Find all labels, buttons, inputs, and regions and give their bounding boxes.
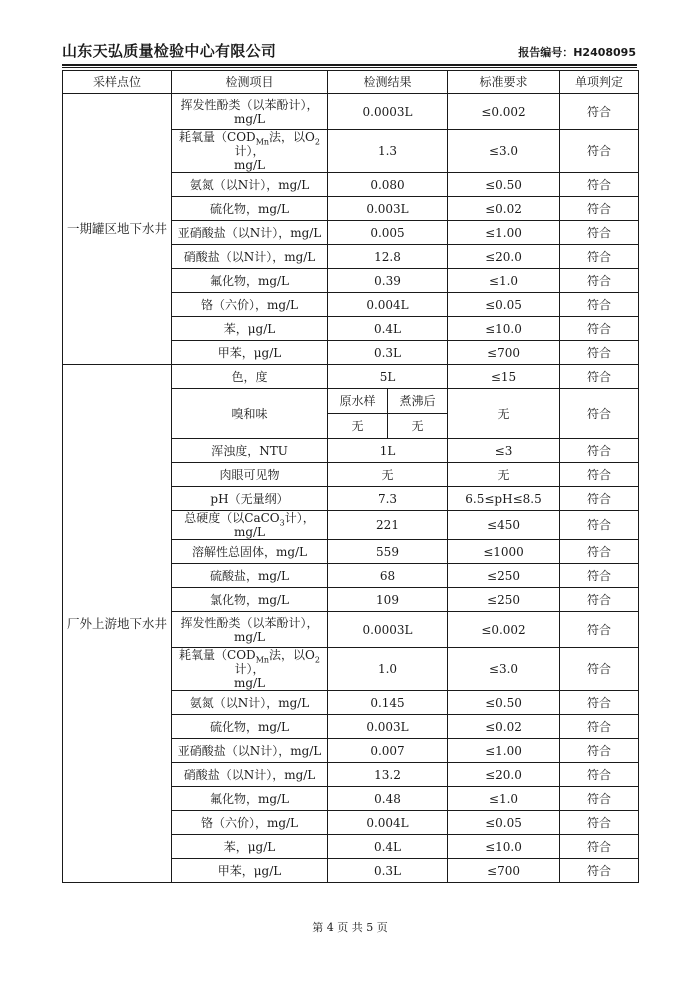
item-cell: 氟化物，mg/L [172, 787, 328, 811]
standard-cell: ≤0.02 [448, 197, 560, 221]
item-cell [172, 511, 328, 540]
item-cell: 硝酸盐（以N计），mg/L [172, 763, 328, 787]
location-cell: 一期罐区地下水井 [63, 94, 172, 365]
item-subscript: 2 [314, 137, 320, 147]
verdict-cell: 符合 [560, 511, 639, 540]
item-cell: 溶解性总固体，mg/L [172, 540, 328, 564]
verdict-cell: 符合 [560, 691, 639, 715]
col-header-location: 采样点位 [63, 71, 172, 94]
item-cell: 铬（六价），mg/L [172, 811, 328, 835]
result-cell: 7.3 [328, 487, 448, 511]
standard-cell: ≤450 [448, 511, 560, 540]
verdict-cell: 符合 [560, 317, 639, 341]
item-line-1: 挥发性酚类（以苯酚计）， [180, 97, 319, 112]
item-cell: 氨氮（以N计），mg/L [172, 173, 328, 197]
item-cell: 甲苯，μg/L [172, 341, 328, 365]
item-subscript: Mn [255, 655, 270, 665]
item-cell [172, 648, 328, 691]
item-cell: 氨氮（以N计），mg/L [172, 691, 328, 715]
result-cell: 0.004L [328, 293, 448, 317]
standard-cell: ≤3 [448, 439, 560, 463]
item-line-2: mg/L [233, 629, 266, 644]
standard-cell: ≤3.0 [448, 130, 560, 173]
table-row [63, 94, 639, 130]
result-cell: 221 [328, 511, 448, 540]
standard-cell: 无 [448, 463, 560, 487]
item-cell: 硫化物，mg/L [172, 197, 328, 221]
verdict-cell: 符合 [560, 269, 639, 293]
verdict-cell: 符合 [560, 487, 639, 511]
standard-cell: ≤15 [448, 365, 560, 389]
item-cell: 苯，μg/L [172, 835, 328, 859]
verdict-cell: 符合 [560, 463, 639, 487]
verdict-cell: 符合 [560, 130, 639, 173]
item-cell: 肉眼可见物 [172, 463, 328, 487]
item-cell [172, 612, 328, 648]
result-cell: 0.080 [328, 173, 448, 197]
result-cell: 68 [328, 564, 448, 588]
result-cell: 0.003L [328, 197, 448, 221]
item-text: 耗氧量（COD [179, 130, 256, 144]
item-line-2: mg/L [233, 158, 266, 172]
standard-cell: ≤10.0 [448, 835, 560, 859]
col-header-verdict: 单项判定 [560, 71, 639, 94]
verdict-cell: 符合 [560, 365, 639, 389]
standard-cell: ≤1000 [448, 540, 560, 564]
item-cell [172, 94, 328, 130]
result-cell: 0.0003L [328, 94, 448, 130]
odor-header-boiled: 煮沸后 [388, 389, 448, 414]
verdict-cell: 符合 [560, 389, 639, 439]
standard-cell: ≤20.0 [448, 763, 560, 787]
item-cell: 硫化物，mg/L [172, 715, 328, 739]
result-cell: 12.8 [328, 245, 448, 269]
standard-cell: 无 [448, 389, 560, 439]
result-cell: 0.145 [328, 691, 448, 715]
standard-cell: ≤250 [448, 588, 560, 612]
odor-header-raw: 原水样 [328, 389, 388, 414]
verdict-cell: 符合 [560, 341, 639, 365]
page-header [62, 36, 636, 66]
result-cell: 1.0 [328, 648, 448, 691]
result-cell: 0.004L [328, 811, 448, 835]
verdict-cell: 符合 [560, 94, 639, 130]
odor-value-boiled: 无 [411, 419, 424, 433]
item-cell: 嗅和味 [172, 389, 328, 439]
standard-cell: ≤700 [448, 341, 560, 365]
verdict-cell: 符合 [560, 835, 639, 859]
item-text: 计），mg/L [233, 511, 315, 539]
verdict-cell: 符合 [560, 787, 639, 811]
result-cell: 0.3L [328, 341, 448, 365]
item-subscript: Mn [255, 137, 270, 147]
standard-cell: ≤700 [448, 859, 560, 883]
standard-cell: ≤1.0 [448, 787, 560, 811]
odor-result-cell [328, 389, 448, 439]
item-cell: 浑浊度，NTU [172, 439, 328, 463]
col-header-result: 检测结果 [328, 71, 448, 94]
page-number: 第 4 页 共 5 页 [312, 921, 388, 934]
standard-cell: ≤0.002 [448, 612, 560, 648]
item-cell: 苯，μg/L [172, 317, 328, 341]
result-cell: 1L [328, 439, 448, 463]
results-table [62, 70, 639, 883]
col-header-standard: 标准要求 [448, 71, 560, 94]
result-cell: 0.48 [328, 787, 448, 811]
result-cell: 0.4L [328, 317, 448, 341]
result-cell: 13.2 [328, 763, 448, 787]
item-text: 计）， [234, 662, 265, 676]
item-text: 总硬度（以CaCO [184, 511, 280, 525]
verdict-cell: 符合 [560, 564, 639, 588]
item-cell: 甲苯，μg/L [172, 859, 328, 883]
result-cell: 0.3L [328, 859, 448, 883]
report-number: 报告编号：H2408095 [518, 46, 636, 59]
result-cell: 0.0003L [328, 612, 448, 648]
result-cell: 无 [328, 463, 448, 487]
verdict-cell: 符合 [560, 221, 639, 245]
odor-value-raw: 无 [328, 414, 388, 439]
item-subscript: 2 [314, 655, 320, 665]
company-name: 山东天弘质量检验中心有限公司 [62, 42, 277, 60]
verdict-cell: 符合 [560, 245, 639, 269]
result-cell: 0.005 [328, 221, 448, 245]
item-cell: 氟化物，mg/L [172, 269, 328, 293]
item-cell: 铬（六价），mg/L [172, 293, 328, 317]
standard-cell: ≤10.0 [448, 317, 560, 341]
verdict-cell: 符合 [560, 439, 639, 463]
standard-cell: ≤0.50 [448, 691, 560, 715]
standard-cell: ≤0.002 [448, 94, 560, 130]
item-cell: 亚硝酸盐（以N计），mg/L [172, 739, 328, 763]
item-cell: 亚硝酸盐（以N计），mg/L [172, 221, 328, 245]
item-cell: 硝酸盐（以N计），mg/L [172, 245, 328, 269]
verdict-cell: 符合 [560, 540, 639, 564]
result-cell: 0.4L [328, 835, 448, 859]
verdict-cell: 符合 [560, 763, 639, 787]
verdict-cell: 符合 [560, 648, 639, 691]
item-line-2: mg/L [233, 676, 266, 690]
verdict-cell: 符合 [560, 859, 639, 883]
standard-cell: ≤0.50 [448, 173, 560, 197]
verdict-cell: 符合 [560, 811, 639, 835]
standard-cell: ≤1.00 [448, 739, 560, 763]
item-line-2: mg/L [233, 111, 266, 126]
verdict-cell: 符合 [560, 739, 639, 763]
col-header-item: 检测项目 [172, 71, 328, 94]
item-text: 耗氧量（COD [179, 648, 256, 662]
standard-cell: ≤0.05 [448, 293, 560, 317]
verdict-cell: 符合 [560, 588, 639, 612]
item-cell [172, 130, 328, 173]
item-text: 法，以O [269, 648, 315, 662]
result-cell: 0.007 [328, 739, 448, 763]
standard-cell: ≤0.02 [448, 715, 560, 739]
standard-cell: ≤1.0 [448, 269, 560, 293]
result-cell: 0.39 [328, 269, 448, 293]
item-cell: 色，度 [172, 365, 328, 389]
item-cell: 氯化物，mg/L [172, 588, 328, 612]
verdict-cell: 符合 [560, 715, 639, 739]
table-row [63, 365, 639, 389]
standard-cell: ≤20.0 [448, 245, 560, 269]
standard-cell: ≤3.0 [448, 648, 560, 691]
result-cell: 559 [328, 540, 448, 564]
item-cell: pH（无量纲） [172, 487, 328, 511]
standard-cell: ≤250 [448, 564, 560, 588]
standard-cell: 6.5≤pH≤8.5 [448, 487, 560, 511]
table-header-row [63, 71, 639, 94]
result-cell: 1.3 [328, 130, 448, 173]
result-cell: 109 [328, 588, 448, 612]
standard-cell: ≤0.05 [448, 811, 560, 835]
result-cell: 5L [328, 365, 448, 389]
location-cell: 厂外上游地下水井 [63, 365, 172, 883]
standard-cell: ≤1.00 [448, 221, 560, 245]
item-cell: 硫酸盐，mg/L [172, 564, 328, 588]
result-cell: 0.003L [328, 715, 448, 739]
verdict-cell: 符合 [560, 197, 639, 221]
verdict-cell: 符合 [560, 293, 639, 317]
odor-subtable [328, 389, 447, 438]
verdict-cell: 符合 [560, 173, 639, 197]
item-text: 法，以O [269, 130, 315, 144]
item-subscript: 3 [279, 518, 285, 528]
item-text: 计）， [234, 144, 265, 158]
item-line-1: 挥发性酚类（以苯酚计）， [180, 615, 319, 630]
header-rule [62, 64, 637, 68]
verdict-cell: 符合 [560, 612, 639, 648]
